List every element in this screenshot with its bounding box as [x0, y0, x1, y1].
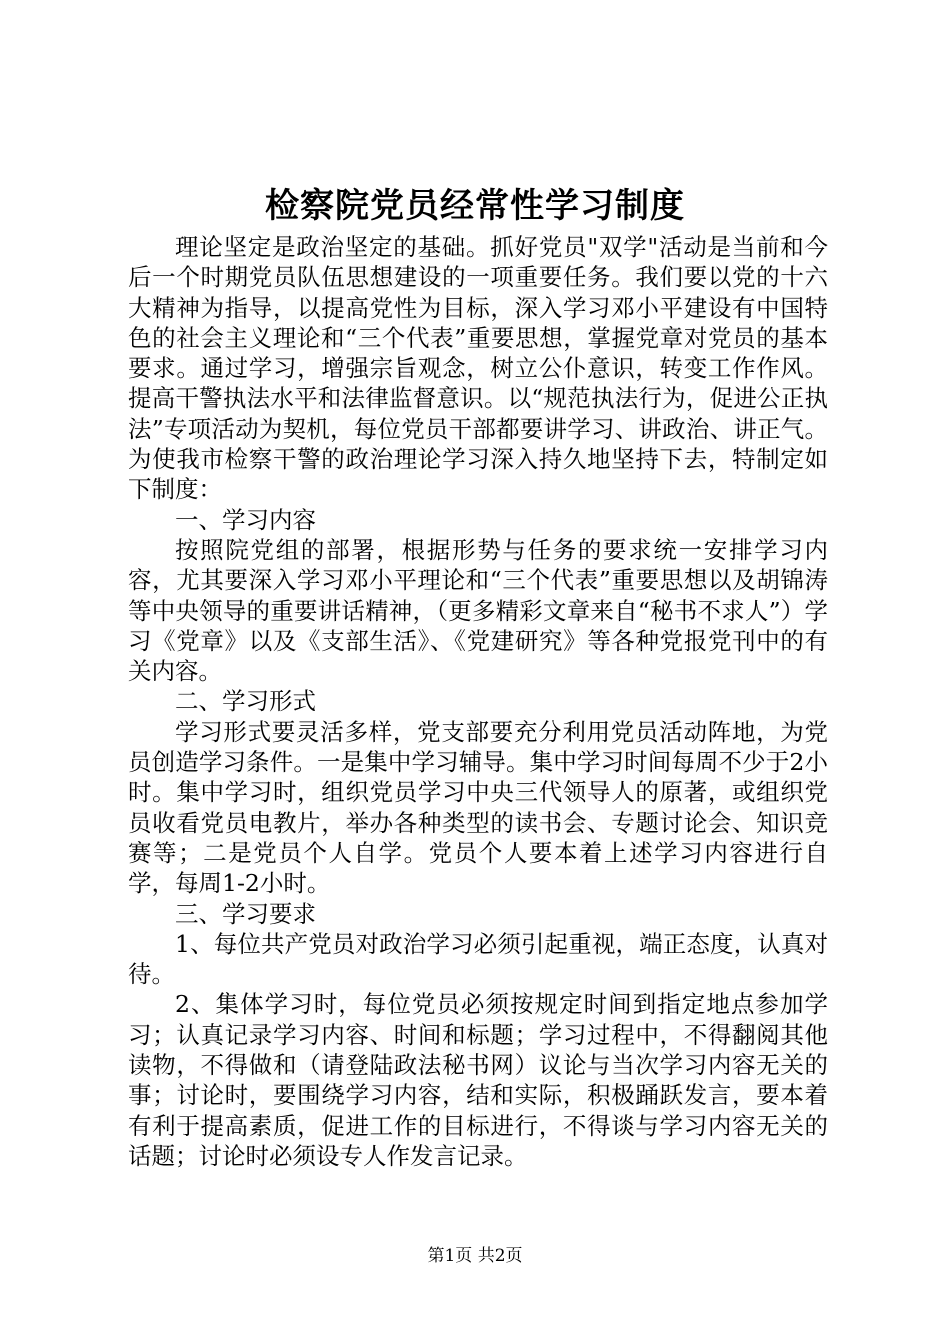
requirement-2: 2、集体学习时，每位党员必须按规定时间到指定地点参加学习；认真记录学习内容、时间和标题；学习过程中，不得翻阅其他读物，不得做和（请登陆政法秘书网）议论与当次学习内容无关的事；讨论时，要围绕学习内容，结和实际，积极踊跃发言，要本着有利于提高素质，促进工作的目标进行，不得谈与学习内容无关的话题；讨论时必须设专人作发言记录。 [128, 990, 828, 1170]
section-form-paragraph: 学习形式要灵活多样，党支部要充分利用党员活动阵地，为党员创造学习条件。一是集中学习辅导。集中学习时间每周不少于2小时。集中学习时，组织党员学习中央三代领导人的原著，或组织党员收看党员电教片，举办各种类型的读书会、专题讨论会、知识竞赛等；二是党员个人自学。党员个人要本着上述学习内容进行自学，每周1-2小时。 [128, 717, 828, 898]
intro-paragraph: 理论坚定是政治坚定的基础。抓好党员"双学"活动是当前和今后一个时期党员队伍思想建设的一项重要任务。我们要以党的十六大精神为指导，以提高党性为目标，深入学习邓小平建设有中国特色的社会主义理论和“三个代表”重要思想，掌握党章对党员的基本要求。通过学习，增强宗旨观念，树立公仆意识，转变工作作风。提高干警执法水平和法律监督意识。以“规范执法行为，促进公正执法”专项活动为契机，每位党员干部都要讲学习、讲政治、讲正气。为使我市检察干警的政治理论学习深入持久地坚持下去，特制定如下制度： [128, 233, 828, 504]
section-heading-content: 一、学习内容 [175, 505, 316, 534]
document-title: 检察院党员经常性学习制度 [265, 186, 685, 226]
document-body [128, 232, 828, 1171]
section-heading-form: 二、学习形式 [175, 687, 316, 716]
section-content-paragraph: 按照院党组的部署，根据形势与任务的要求统一安排学习内容，尤其要深入学习邓小平理论和“三个代表”重要思想以及胡锦涛等中央领导的重要讲话精神，（更多精彩文章来自“秘书不求人”）学习《党章》以及《支部生活》、《党建研究》等各种党报党刊中的有关内容。 [128, 535, 828, 686]
page-footer: 第1页 共2页 [427, 1246, 523, 1266]
section-heading-requirements: 三、学习要求 [175, 899, 316, 928]
requirement-1: 1、每位共产党员对政治学习必须引起重视，端正态度，认真对待。 [128, 929, 828, 989]
